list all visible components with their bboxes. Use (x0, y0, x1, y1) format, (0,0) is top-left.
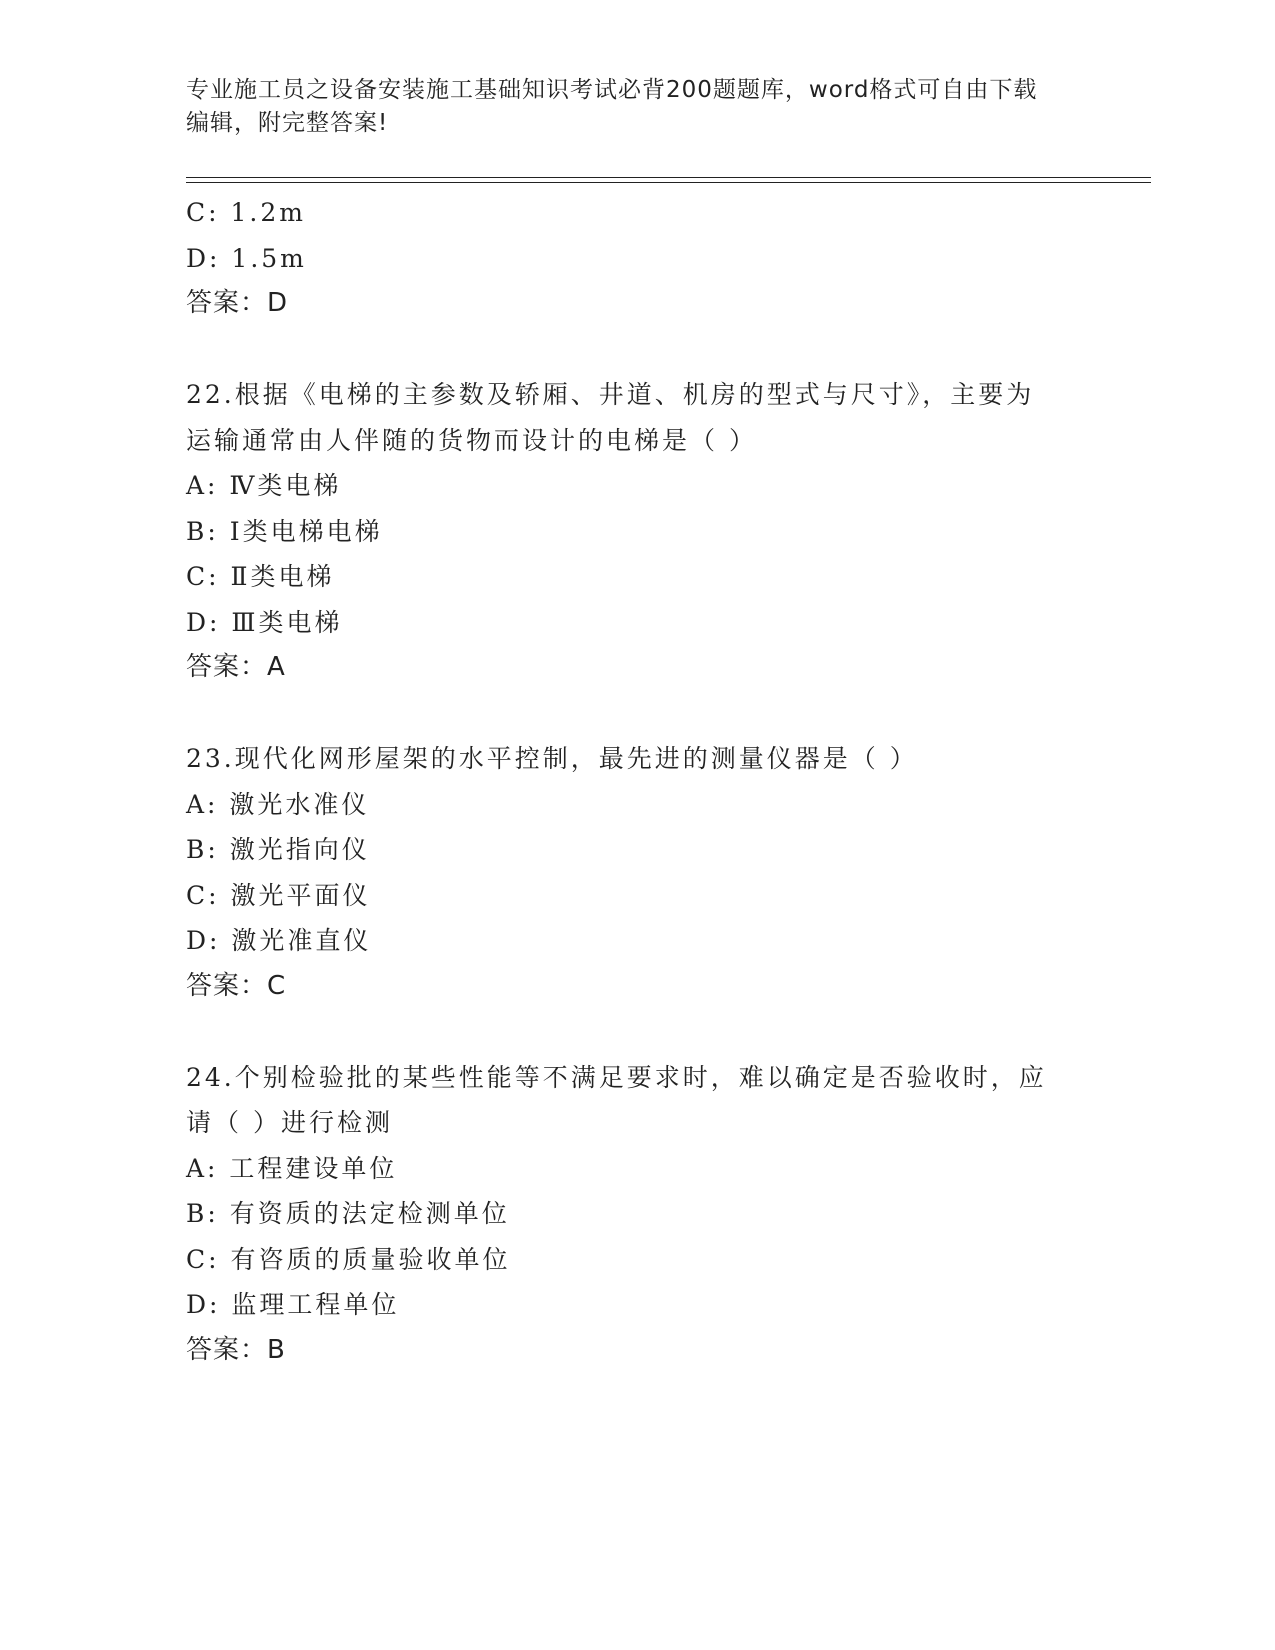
question-text-line: 23.现代化网形屋架的水平控制，最先进的测量仪器是（ ） (186, 744, 918, 773)
option-c: C: 有咨质的质量验收单位 (186, 1244, 511, 1274)
question-text-line: 24.个别检验批的某些性能等不满足要求时，难以确定是否验收时，应 (186, 1062, 1047, 1092)
answer-line: 答案：C (186, 970, 287, 1001)
option-d: D: 监理工程单位 (186, 1290, 400, 1319)
option-b: B: 激光指向仪 (186, 835, 370, 864)
question-text-line: 运输通常由人伴随的货物而设计的电梯是（ ） (186, 425, 757, 455)
answer-line: 答案：A (186, 652, 286, 682)
page-header (186, 74, 1086, 140)
question-text-line: 22.根据《电梯的主参数及轿厢、井道、机房的型式与尺寸》，主要为 (186, 380, 1035, 409)
option-c: C: Ⅱ类电梯 (186, 562, 335, 591)
option-d: D: 激光准直仪 (186, 926, 372, 955)
option-b: B: Ⅰ类电梯电梯 (186, 516, 383, 546)
question-23 (186, 736, 1086, 1009)
header-title-line-1: 专业施工员之设备安装施工基础知识考试必背200题题库，word格式可自由下载 (186, 77, 1038, 103)
option-a: A: 工程建设单位 (186, 1153, 398, 1183)
answer-line: 答案：D (186, 288, 289, 318)
continued-question (186, 190, 1086, 327)
option-c: C: 激光平面仪 (186, 880, 371, 910)
header-divider-bottom (186, 182, 1151, 183)
option-a: A: Ⅳ类电梯 (186, 471, 342, 500)
question-text-line: 请（ ）进行检测 (186, 1108, 393, 1137)
header-divider-top (186, 177, 1151, 178)
document-body (186, 190, 1086, 1373)
option-a: A: 激光水准仪 (186, 789, 370, 819)
option-d: D: Ⅲ类电梯 (186, 607, 343, 637)
question-24 (186, 1055, 1086, 1374)
header-title-line-2: 编辑，附完整答案! (186, 110, 389, 136)
question-spacer (186, 1009, 1086, 1055)
answer-line: 答案：B (186, 1334, 286, 1365)
question-spacer (186, 327, 1086, 373)
question-spacer (186, 691, 1086, 737)
option-b: B: 有资质的法定检测单位 (186, 1199, 510, 1228)
option-d: D: 1.5m (186, 243, 307, 273)
question-22 (186, 372, 1086, 691)
option-c: C: 1.2m (186, 198, 306, 227)
